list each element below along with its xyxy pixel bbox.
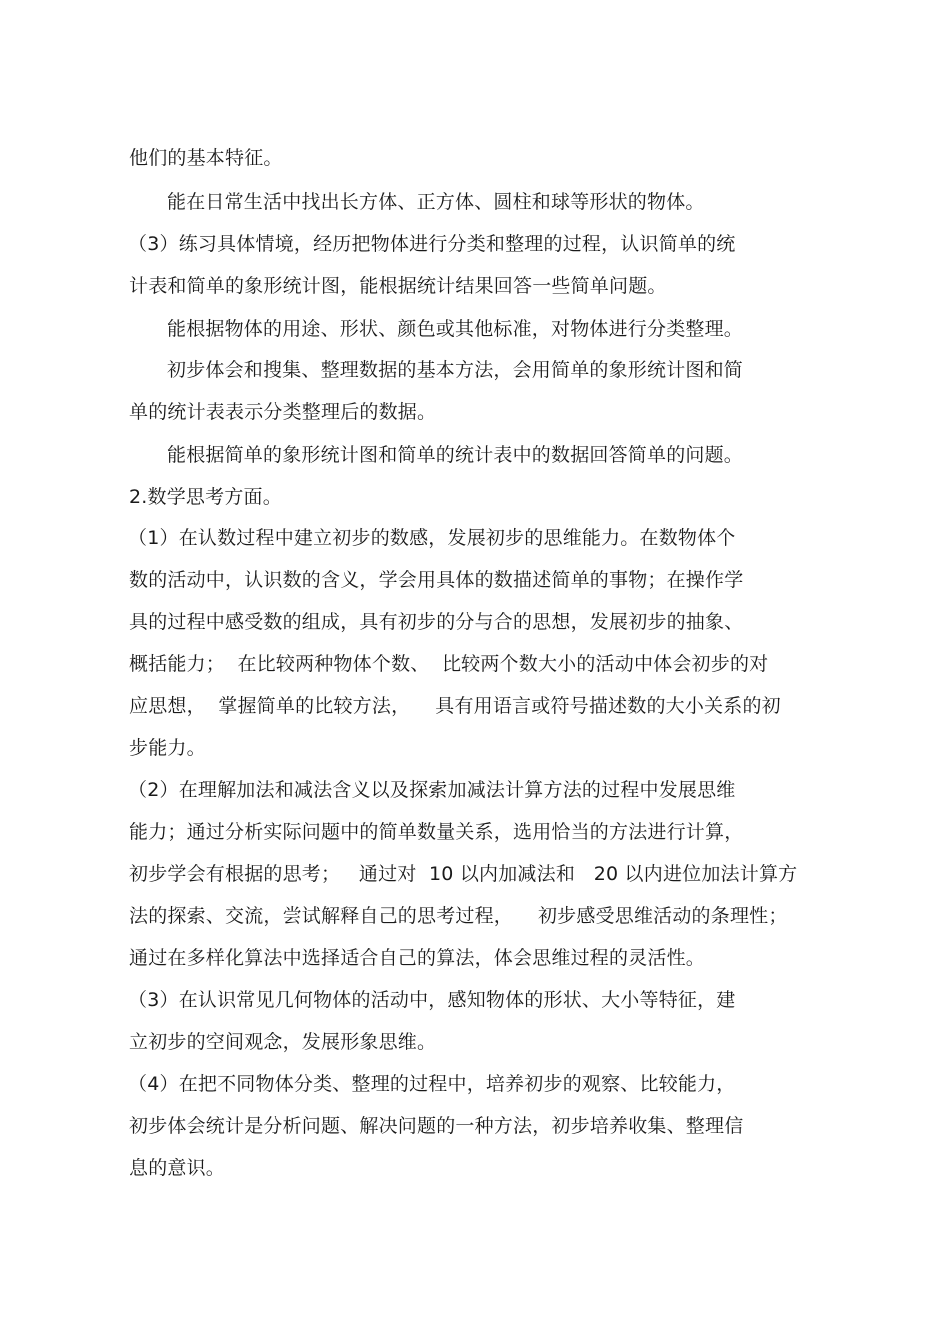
- text-line: （3）练习具体情境，经历把物体进行分类和整理的过程，认识简单的统: [128, 233, 736, 255]
- text-line: 概括能力； 在比较两种物体个数、 比较两个数大小的活动中体会初步的对: [129, 653, 769, 675]
- text-line: （1）在认数过程中建立初步的数感，发展初步的思维能力。在数物体个: [128, 527, 736, 549]
- text-line: 应思想， 掌握简单的比较方法， 具有用语言或符号描述数的大小关系的初: [129, 695, 781, 717]
- text-line: （2）在理解加法和减法含义以及探索加减法计算方法的过程中发展思维: [128, 779, 736, 801]
- text-line: 能根据简单的象形统计图和简单的统计表中的数据回答简单的问题。: [167, 444, 744, 466]
- text-line: 他们的基本特征。: [129, 147, 283, 169]
- text-line: 单的统计表表示分类整理后的数据。: [129, 401, 437, 423]
- text-line: 息的意识。: [129, 1157, 226, 1179]
- text-line: 立初步的空间观念，发展形象思维。: [129, 1031, 437, 1053]
- text-line: 法的探索、交流，尝试解释自己的思考过程， 初步感受思维活动的条理性；: [129, 905, 788, 927]
- text-line: 通过在多样化算法中选择适合自己的算法，体会思维过程的灵活性。: [129, 947, 706, 969]
- text-line: 初步体会和搜集、整理数据的基本方法，会用简单的象形统计图和简: [167, 359, 744, 381]
- text-line: 步能力。: [129, 737, 206, 759]
- text-line: 能根据物体的用途、形状、颜色或其他标准，对物体进行分类整理。: [167, 318, 744, 340]
- text-line: （4）在把不同物体分类、整理的过程中，培养初步的观察、比较能力，: [128, 1073, 736, 1095]
- text-line: 能在日常生活中找出长方体、正方体、圆柱和球等形状的物体。: [167, 191, 705, 213]
- text-line: 初步学会有根据的思考； 通过对 10 以内加减法和 20 以内进位加法计算方: [129, 863, 798, 885]
- section-heading: 2.数学思考方面。: [129, 486, 282, 508]
- text-line: 数的活动中，认识数的含义，学会用具体的数描述简单的事物；在操作学: [129, 569, 744, 591]
- text-line: 计表和简单的象形统计图，能根据统计结果回答一些简单问题。: [129, 275, 667, 297]
- text-line: 能力；通过分析实际问题中的简单数量关系，选用恰当的方法进行计算，: [129, 821, 744, 843]
- text-line: （3）在认识常见几何物体的活动中，感知物体的形状、大小等特征，建: [128, 989, 736, 1011]
- text-line: 初步体会统计是分析问题、解决问题的一种方法，初步培养收集、整理信: [129, 1115, 744, 1137]
- text-line: 具的过程中感受数的组成，具有初步的分与合的思想，发展初步的抽象、: [129, 611, 744, 633]
